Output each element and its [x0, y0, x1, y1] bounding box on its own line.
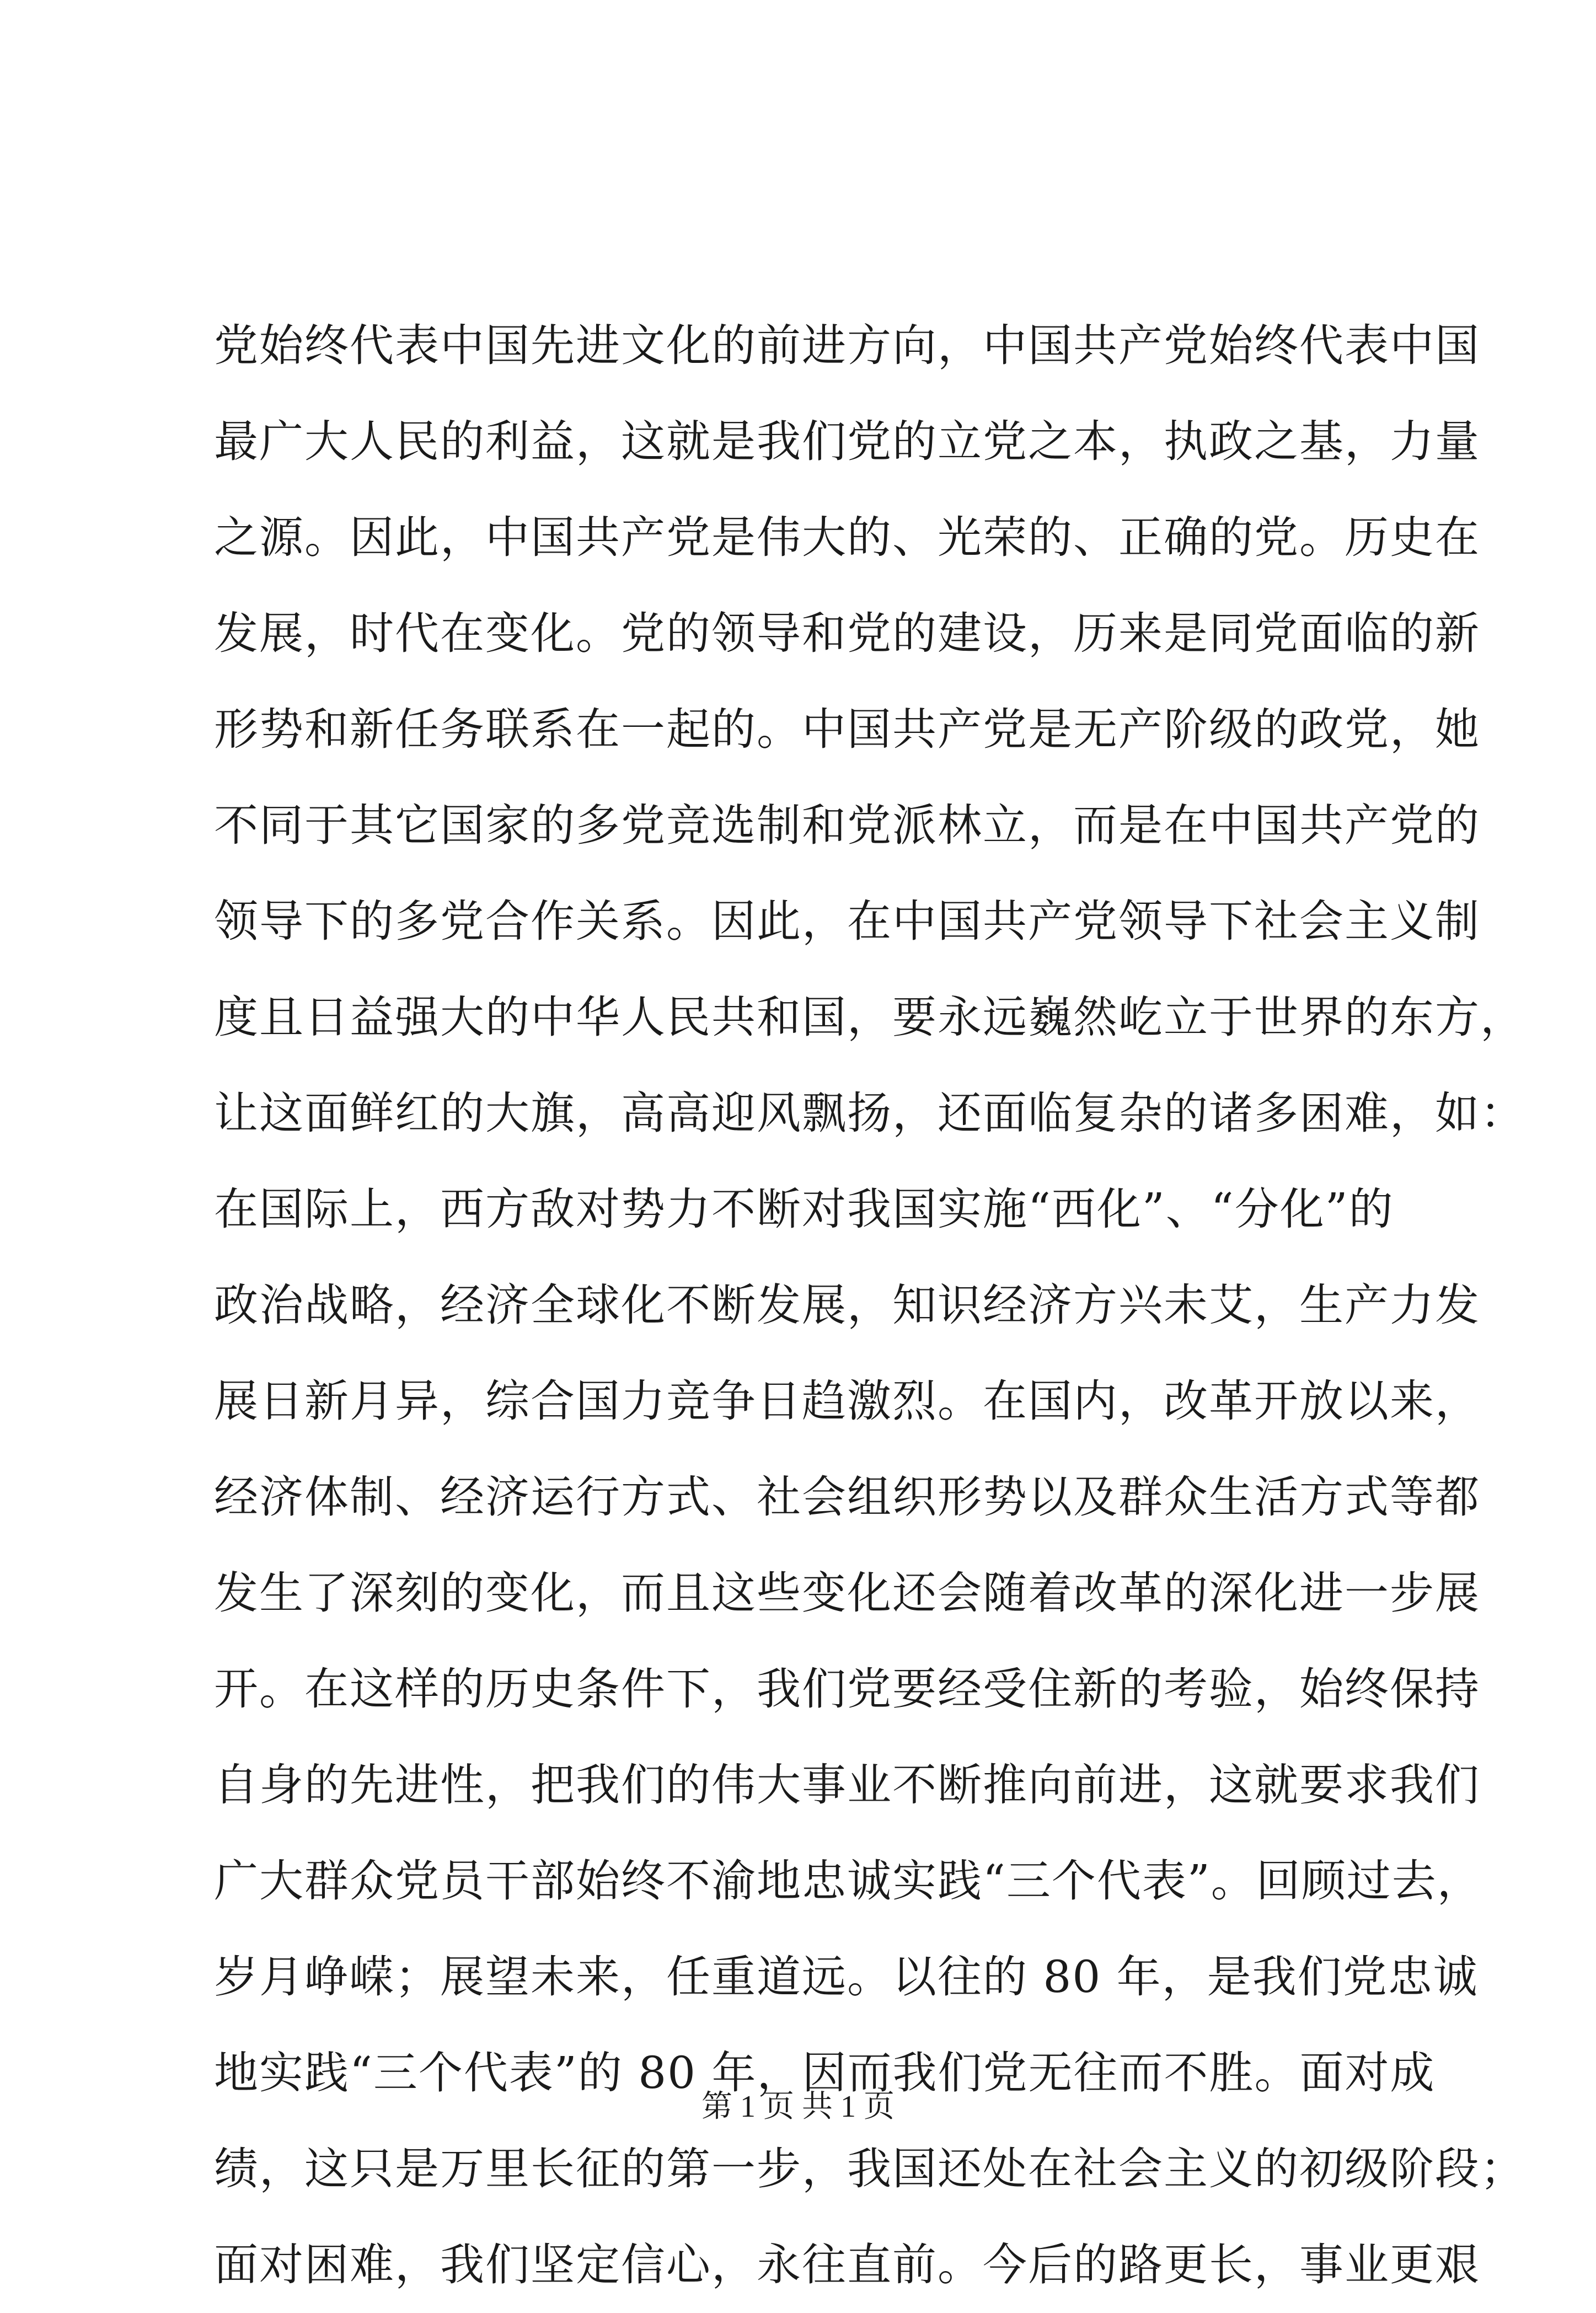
text-line: 发生了深刻的变化，而且这些变化还会随着改革的深化进一步展: [214, 1567, 1480, 1619]
text-line: 让这面鲜红的大旗，高高迎风飘扬，还面临复杂的诸多困难，如：: [214, 1088, 1525, 1139]
text-line: 形势和新任务联系在一起的。中国共产党是无产阶级的政党，她: [214, 704, 1480, 755]
text-line: 开。在这样的历史条件下，我们党要经受住新的考验，始终保持: [214, 1663, 1480, 1715]
text-line: 展日新月异，综合国力竞争日趋激烈。在国内，改革开放以来，: [214, 1375, 1480, 1427]
page-number-label: 第 1 页 共 1 页: [701, 2090, 895, 2124]
text-line: 绩，这只是万里长征的第一步，我国还处在社会主义的初级阶段；: [214, 2143, 1525, 2194]
text-line: 地实践“三个代表”的 80 年，因而我们党无往而不胜。面对成: [214, 2047, 1436, 2098]
text-line: 党始终代表中国先进文化的前进方向，中国共产党始终代表中国: [214, 320, 1480, 371]
text-line: 发展，时代在变化。党的领导和党的建设，历来是同党面临的新: [214, 608, 1480, 659]
text-line: 度且日益强大的中华人民共和国，要永远巍然屹立于世界的东方，: [214, 992, 1525, 1043]
body-text: [214, 298, 1525, 2313]
page-footer: [0, 2085, 1596, 2129]
text-line: 面对困难，我们坚定信心，永往直前。今后的路更长，事业更艰: [214, 2239, 1480, 2290]
text-line: 之源。因此，中国共产党是伟大的、光荣的、正确的党。历史在: [214, 512, 1480, 563]
text-line: 领导下的多党合作关系。因此，在中国共产党领导下社会主义制: [214, 896, 1480, 947]
text-line: 在国际上，西方敌对势力不断对我国实施“西化”、“分化”的: [214, 1184, 1394, 1235]
text-line: 自身的先进性，把我们的伟大事业不断推向前进，这就要求我们: [214, 1759, 1480, 1811]
text-line: 最广大人民的利益，这就是我们党的立党之本，执政之基，力量: [214, 416, 1480, 467]
text-line: 政治战略，经济全球化不断发展，知识经济方兴未艾，生产力发: [214, 1279, 1480, 1331]
text-line: 不同于其它国家的多党竞选制和党派林立，而是在中国共产党的: [214, 800, 1480, 851]
text-line: 岁月峥嵘；展望未来，任重道远。以往的 80 年，是我们党忠诚: [214, 1951, 1479, 2003]
text-line: 广大群众党员干部始终不渝地忠诚实践“三个代表”。回顾过去，: [214, 1855, 1482, 1907]
text-line: 经济体制、经济运行方式、社会组织形势以及群众生活方式等都: [214, 1471, 1480, 1523]
